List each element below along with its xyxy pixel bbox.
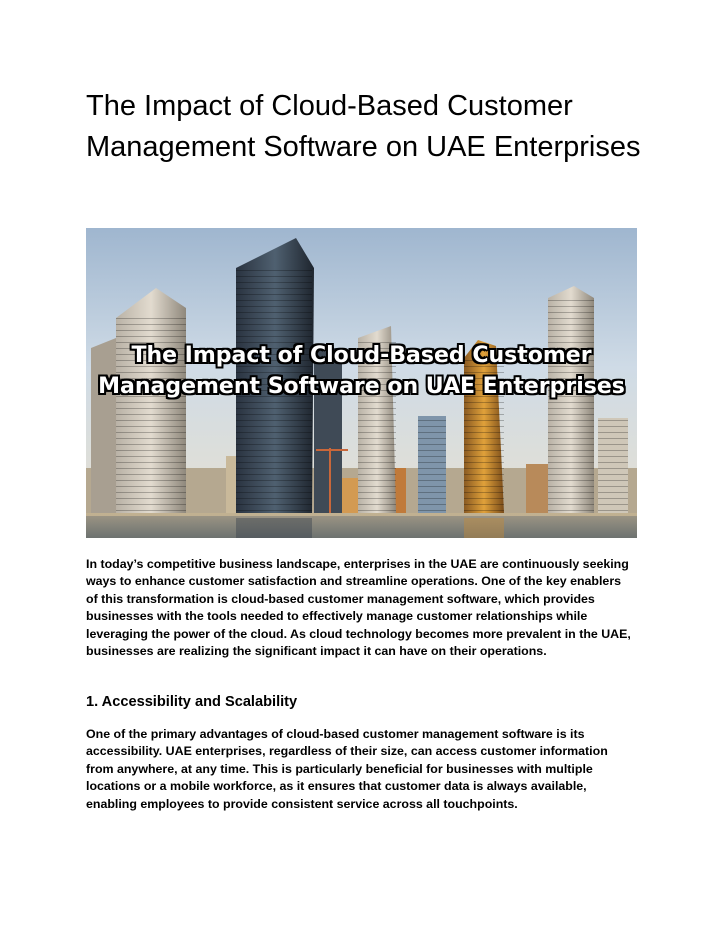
- hero-caption-line-2: Management Software on UAE Enterprises: [98, 374, 625, 399]
- hero-image: [86, 228, 637, 538]
- section-paragraph-accessibility: One of the primary advantages of cloud-based customer management software is its accessibility. UAE enterprises, regardless of their size, can access customer information from anywhere, at any time. This is particularly beneficial for businesses with multiple locations or a mobile workforce, as it ensures that customer data is always available, enabling employees to provide consistent service across all touchpoints.: [86, 727, 608, 811]
- hero-caption-line-1: The Impact of Cloud-Based Customer: [131, 343, 592, 368]
- section-heading-accessibility: 1. Accessibility and Scalability: [86, 694, 298, 710]
- page-title: The Impact of Cloud-Based Customer Management Software on UAE Enterprises: [86, 90, 641, 163]
- hero-caption: [86, 340, 637, 402]
- intro-paragraph: In today’s competitive business landscape, enterprises in the UAE are continuously seeking ways to enhance customer satisfaction and streamline operations. One of the key enablers of this transformation is cloud-based customer management software, which provides businesses with the tools needed to effectively manage customer relationships while leveraging the power of the cloud. As cloud technology becomes more prevalent in the UAE, businesses are realizing the significant impact it can have on their operations.: [86, 557, 631, 659]
